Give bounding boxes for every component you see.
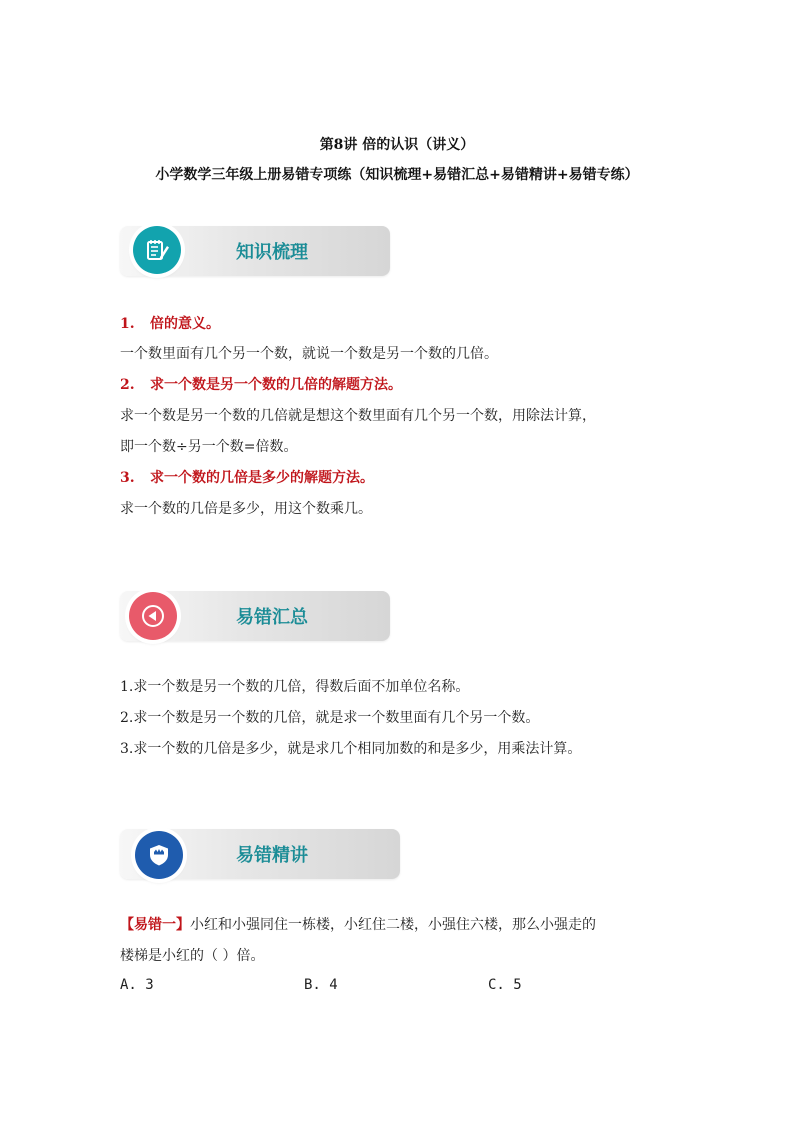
section-label-explain: 易错精讲 — [236, 845, 308, 866]
option-c[interactable]: C. 5 — [488, 977, 522, 993]
option-a[interactable]: A. 3 — [120, 977, 154, 993]
knowledge-text-2a: 求一个数是另一个数的几倍就是想这个数里面有几个另一个数，用除法计算， — [120, 408, 596, 424]
error-item-1: 1.求一个数是另一个数的几倍，得数后面不加单位名称。 — [120, 679, 470, 695]
knowledge-heading-2: 2. 求一个数是另一个数的几倍的解题方法。 — [120, 377, 402, 393]
page-subtitle: 小学数学三年级上册易错专项练（知识梳理+易错汇总+易错精讲+易错专练） — [155, 167, 639, 183]
knowledge-heading-1: 1. 倍的意义。 — [120, 316, 220, 332]
knowledge-text-1: 一个数里面有几个另一个数，就说一个数是另一个数的几倍。 — [120, 346, 498, 362]
knowledge-text-3: 求一个数的几倍是多少，用这个数乘几。 — [120, 501, 372, 517]
page-title: 第8讲 倍的认识（讲义） — [319, 137, 475, 153]
section-label-knowledge: 知识梳理 — [236, 242, 308, 263]
play-back-icon — [129, 592, 177, 640]
question-line-1: 【易错一】小红和小强同住一栋楼，小红住二楼，小强住六楼，那么小强走的 — [120, 917, 596, 933]
error-item-3: 3.求一个数的几倍是多少，就是求几个相同加数的和是多少，用乘法计算。 — [120, 741, 582, 757]
option-b[interactable]: B. 4 — [304, 977, 338, 993]
question-tag: 【易错一】 — [120, 917, 190, 933]
shield-icon — [135, 831, 183, 879]
knowledge-heading-3: 3. 求一个数的几倍是多少的解题方法。 — [120, 470, 374, 486]
notepad-pencil-icon — [133, 226, 181, 274]
error-item-2: 2.求一个数是另一个数的几倍，就是求一个数里面有几个另一个数。 — [120, 710, 540, 726]
section-label-errors: 易错汇总 — [236, 607, 308, 628]
knowledge-text-2b: 即一个数÷另一个数=倍数。 — [120, 439, 298, 455]
question-line-2: 楼梯是小红的（ ）倍。 — [120, 948, 265, 964]
